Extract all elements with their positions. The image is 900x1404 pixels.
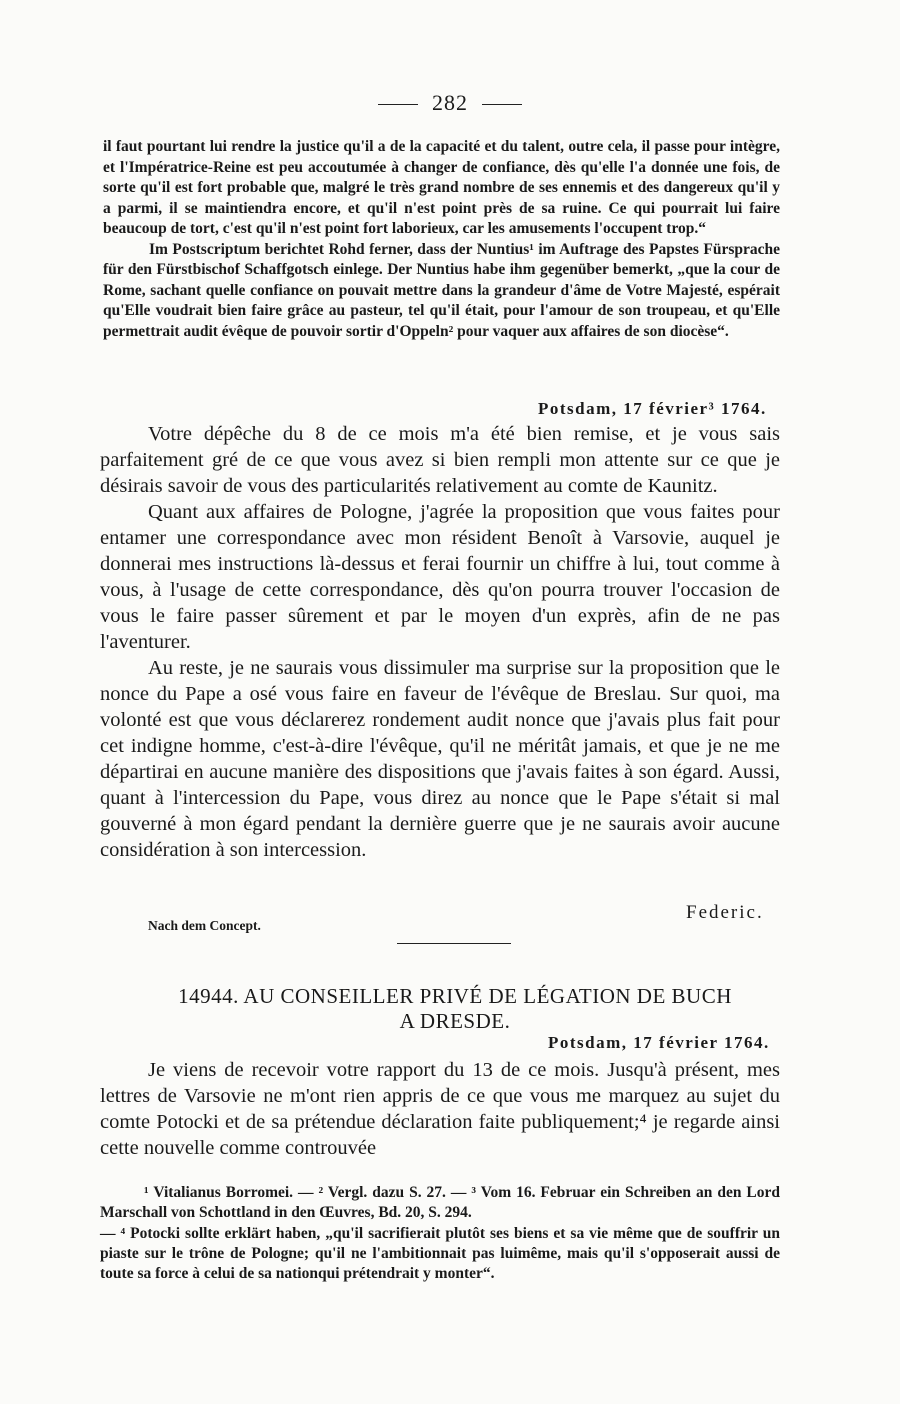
page-number (0, 90, 900, 116)
footnotes (100, 1183, 780, 1284)
letter1-paragraph-2: Quant aux affaires de Pologne, j'agrée la proposition que vous faites pour entamer une correspondance avec mon résident Benoît à Varsovie, auquel je donnerai mes instructions là-dessus et ferai fournir un chiffre à lui, tout comme à vous, à l'usage de cette correspondance, dès qu'on pourra trouver l'occasion de vous le faire passer sûrement et par le moyen d'un exprès, afin de ne pas l'aventurer. (100, 501, 780, 653)
letter2-recipient: AU CONSEILLER PRIVÉ DE LÉGATION DE BUCH (243, 984, 732, 1008)
letter2-number: 14944. (178, 984, 239, 1008)
intro-quote-block (103, 137, 780, 342)
page-number-dash-left (378, 104, 418, 105)
footnote-line-1: ¹ Vitalianus Borromei. — ² Vergl. dazu S. 27. — ³ Vom 16. Februar ein Schreiben an den Lord Marschall von Schottland in den Œuvres, Bd. 20, S. 294. (100, 1184, 780, 1222)
postscript-paragraph: Im Postscriptum berichtet Rohd ferner, dass der Nuntius¹ im Auftrage des Papstes Fürsprache für den Fürstbischof Schaffgotsch einlege. Der Nuntius habe ihm gegenüber bemerkt, „que la cour de Rome, sachant quelle confiance on pouvait mettre dans la grandeur d'âme de Votre Majesté, espérait qu'Elle voudrait bien faire grâce au pasteur, tel qu'il était, pour l'amour de son troupeau, et qu'Elle permettrait audit évêque de pouvoir sortir d'Oppeln² pour vaquer aux affaires de son diocèse“. (103, 240, 780, 340)
page-number-text: 282 (432, 90, 468, 115)
section-divider (397, 943, 511, 944)
letter1-signature: Federic. (686, 902, 764, 923)
letter2-heading-line2: A DRESDE. (399, 1009, 511, 1033)
letter1-source-note: Nach dem Concept. (148, 918, 261, 933)
letter1-paragraph-3: Au reste, je ne saurais vous dissimuler ma surprise sur la proposition que le nonce du Pape a osé vous faire en faveur de l'évêque de Breslau. Sur quoi, ma volonté est que vous déclarerez rondement audit nonce que j'avais plus fait pour cet indigne homme, c'est-à-dire l'évêque, qu'il ne méritât jamais, et que je ne me départirai en aucune manière des dispositions que j'avais faites à son égard. Aussi, quant à l'intercession du Pape, vous direz au nonce que le Pape s'était si mal gouverné à mon égard pendant la dernière guerre que je ne saurais avoir aucune considération à son intercession. (100, 657, 780, 861)
letter2-heading (120, 984, 790, 1034)
letter2-heading-line1 (120, 984, 790, 1009)
letter2-dateline: Potsdam, 17 février 1764. (548, 1033, 770, 1052)
letter1-paragraph-1: Votre dépêche du 8 de ce mois m'a été bien remise, et je vous sais parfaitement gré de ce que vous avez si bien rempli mon attente sur ce que je désirais savoir de vous des particularités relativement au comte de Kaunitz. (100, 423, 780, 497)
letter1-body (100, 421, 780, 863)
letter2-paragraph: Je viens de recevoir votre rapport du 13 de ce mois. Jusqu'à présent, mes lettres de Varsovie ne m'ont rien appris de ce que vous me marquez au sujet du comte Potocki et de sa prétendue déclaration faite publiquement;⁴ je regarde ainsi cette nouvelle comme controuvée (100, 1059, 780, 1159)
letter2-body (100, 1057, 780, 1161)
page-number-dash-right (482, 104, 522, 105)
intro-quote: il faut pourtant lui rendre la justice qu'il a de la capacité et du talent, outre cela, il passe pour intègre, et l'Impératrice-Reine est peu accoutumée à changer de confiance, dès qu'elle l'a donnée une fois, de sorte qu'il est fort probable que, malgré le très grand nombre de ses ennemis et des dangereux qu'il y a parmi, il se maintiendra encore, et qu'il n'est point près de sa ruine. Ce qui pourrait lui faire beaucoup de tort, c'est qu'il n'est point fort laborieux, car les amusements l'occupent trop.“ (103, 138, 780, 237)
letter1-dateline: Potsdam, 17 février³ 1764. (538, 399, 767, 418)
footnote-line-2: — ⁴ Potocki sollte erklärt haben, „qu'il sacrifierait plutôt ses biens et sa vie même que de souffrir un piaste sur le trône de Pologne; qu'il ne l'ambitionnait pas luimême, mais qu'il s'opposerait aussi de toute sa force à celui de sa nationqui prétendrait y monter“. (100, 1224, 780, 1283)
